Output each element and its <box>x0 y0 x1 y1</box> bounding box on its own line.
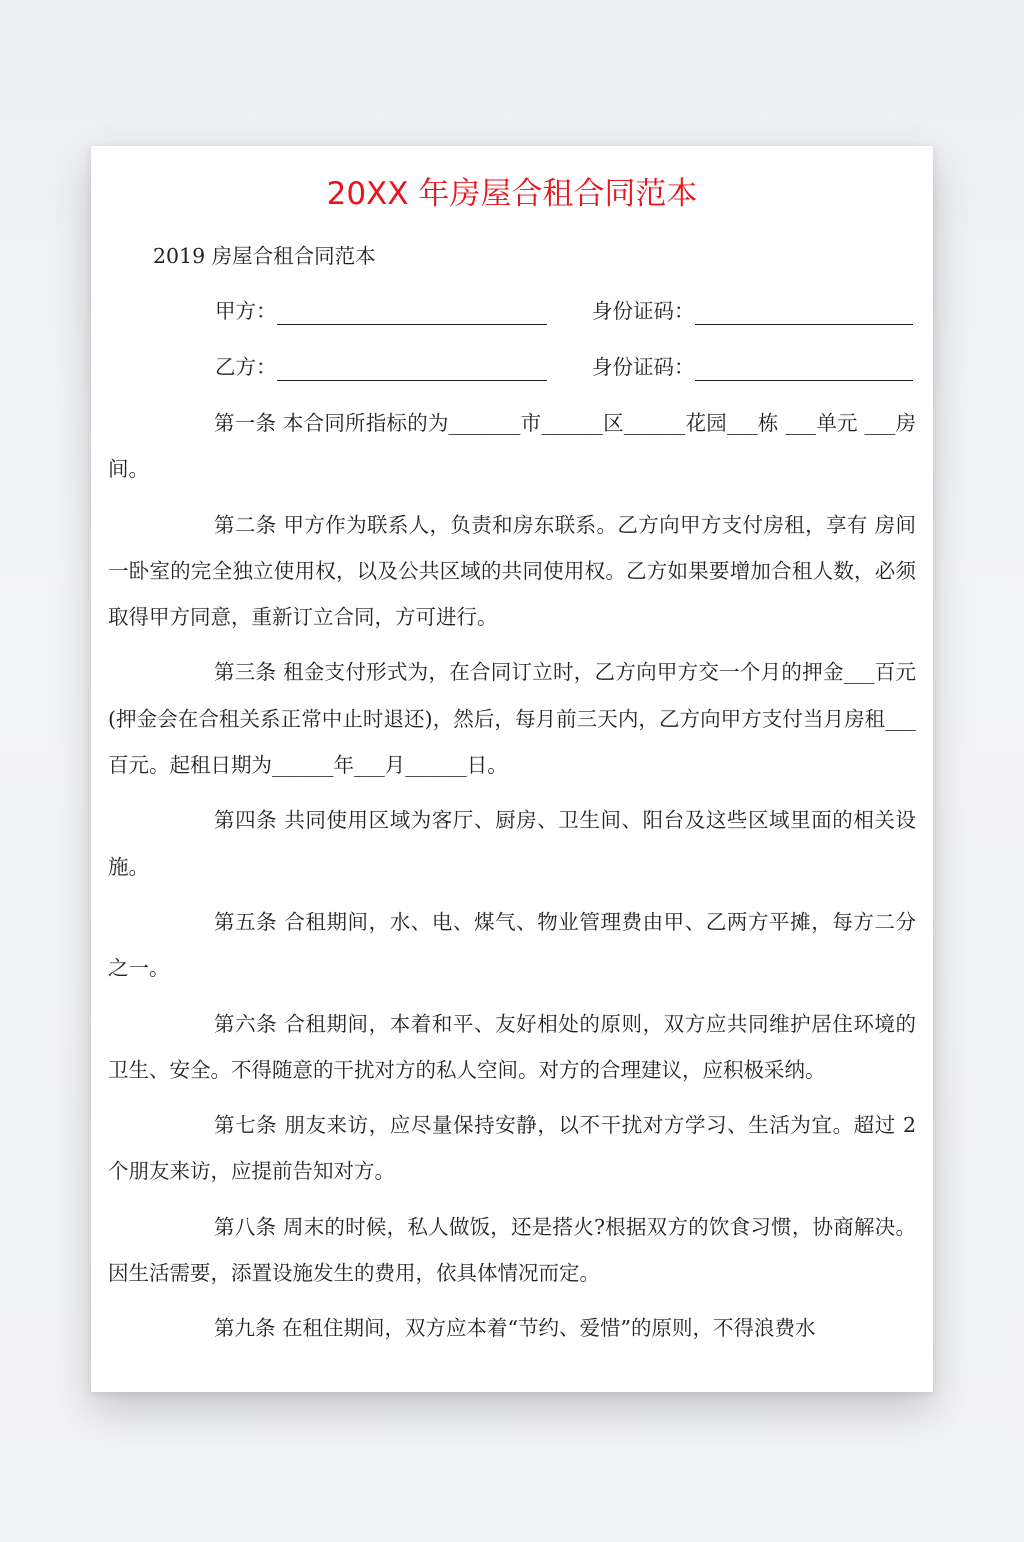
document-page <box>91 146 933 1392</box>
party-a-row <box>215 291 917 331</box>
clause-6: 第六条 合租期间，本着和平、友好相处的原则，双方应共同维护居住环境的卫生、安全。不得随意的干扰对方的私人空间。对方的合理建议，应积极采纳。 <box>108 1011 916 1082</box>
clause-4: 第四条 共同使用区域为客厅、厨房、卫生间、阳台及这些区域里面的相关设施。 <box>108 808 916 879</box>
party-a-id-blank <box>695 298 913 325</box>
party-b-label: 乙方： <box>215 355 277 379</box>
clause-list <box>108 400 916 1361</box>
clause-8: 第八条 周末的时候，私人做饭，还是搭火?根据双方的饮食习惯，协商解决。因生活需要，添置设施发生的费用，依具体情况而定。 <box>108 1214 916 1286</box>
party-a-label: 甲方： <box>215 299 277 323</box>
party-b-row <box>215 347 917 387</box>
clause-5: 第五条 合租期间，水、电、煤气、物业管理费由甲、乙两方平摊，每方二分之一。 <box>108 909 916 981</box>
clause-7: 第七条 朋友来访，应尽量保持安静，以不干扰对方学习、生活为宜。超过 2 个朋友来访，应提前告知对方。 <box>108 1113 916 1184</box>
clause-9: 第九条 在租住期间，双方应本着“节约、爱惜”的原则，不得浪费水 <box>214 1316 816 1341</box>
clause-3: 第三条 租金支付形式为，在合同订立时，乙方向甲方交一个月的押金___百元(押金会在合租关系正常中止时退还)，然后，每月前三天内，乙方向甲方支付当月房租___百元。起租日期为______年___月______日。 <box>108 660 916 778</box>
document-title: 20XX 年房屋合租合同范本 <box>326 176 698 212</box>
clause-2: 第二条 甲方作为联系人，负责和房东联系。乙方向甲方支付房租，享有 房间一卧室的完全独立使用权，以及公共区域的共同使用权。乙方如果要增加合租人数，必须取得甲方同意，重新订立合同，方可进行。 <box>108 512 916 630</box>
party-a-blank <box>277 298 547 325</box>
party-b-blank <box>277 354 547 381</box>
clause-1: 第一条 本合同所指标的为_______市______区______花园___栋 ___单元 ___房间。 <box>108 411 916 482</box>
document-subtitle: 2019 房屋合租合同范本 <box>153 244 376 268</box>
party-a-id-label: 身份证码： <box>592 299 695 323</box>
party-b-id-label: 身份证码： <box>592 355 695 379</box>
party-b-id-blank <box>695 354 913 381</box>
